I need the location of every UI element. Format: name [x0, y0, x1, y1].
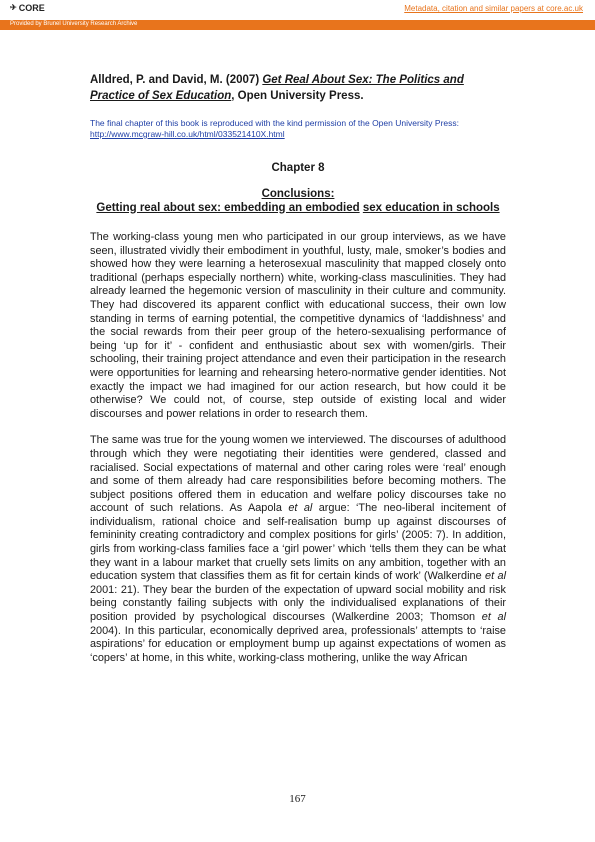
citation-publisher: , Open University Press. — [231, 90, 364, 102]
chapter-heading: Conclusions: — [261, 188, 335, 200]
permission-text: The final chapter of this book is reproduced with the kind permission of the Open University Press: — [90, 118, 459, 128]
paragraph-1: The working-class young men who participated in our group interviews, as we have seen, illustrated vividly their embodiment in youthful, lusty, male, smoker’s bodies and showed how they were learning a heterosexual masculinity that mapped closely onto traditional (perhaps especially northern) white, working-class masculinities. They had already learned the hegemonic version of masculinity in their culture and community. They had discovered its apparent conflict with educational success, their own low standing in terms of earning potential, the competitive dynamics of ‘laddishness’ and the social rewards from their peer group of the hetero-sexualising performance of being ‘up for it’ - confident and enthusiastic about sex with women/girls. Their schooling, their training project attendance and even their participation in the research were opportunities for learning and rehearsing hetero-normative gender identities. Not exactly the impact we had imagined for our action research, but how could it be otherwise? We could not, of course, step outside of existing local and wider discourses and power relations in order to research them. — [90, 231, 506, 420]
citation-authors: Alldred, P. and David, M. (2007) — [90, 74, 263, 86]
paragraph-2 — [90, 434, 506, 665]
core-logo[interactable] — [10, 3, 45, 13]
citation-title: Get Real About Sex: The Politics and Practice of Sex Education — [90, 74, 464, 102]
p2-seg2: argue: ‘The neo-liberal incitement of individualism, rational choice and self-realisation bump up against discourses of femininity creating contradictory and complex positions for girls’ (2005: 7). In addition, girls from working-class families face a ‘girl power’ which ‘tells them they can be what they want in a labour market that cruelly sets limits on any ambition, together with an education system that classifies them as fit for certain kinds of work’ (Walkerdine — [90, 502, 507, 583]
book-citation — [90, 72, 506, 104]
permission-note — [90, 118, 506, 140]
permission-url-link[interactable]: http://www.mcgraw-hill.co.uk/html/033521410X.html — [90, 129, 285, 139]
chapter-subheading-2: sex education in schools — [362, 201, 500, 214]
p2-seg1: The same was true for the young women we interviewed. The discourses of adulthood through which they were negotiating their identities were gendered, classed and racialised. Social expectations of maternal and other caring roles were ‘real’ enough and some of them already had care responsibilities before becoming mothers. The subject positions offered them in education and welfare policy discourses take no account of such relations. As Aapola — [90, 434, 506, 515]
chapter-label: Chapter 8 — [271, 162, 325, 174]
chapter-subheading-1: Getting real about sex: embedding an embodied — [96, 201, 360, 214]
p2-seg3: 2001: 21). They bear the burden of the expectation of upward social mobility and risk being constantly failing subjects with only the individualised explanations of their position provided by psychological discourses (Walkerdine 2003; Thomson — [90, 583, 506, 624]
chapter-title — [90, 188, 506, 215]
p2-seg4: 2004). In this particular, economically deprived area, professionals’ attempts to ‘raise aspirations’ for education or employment bump up against expectations of women as ‘copers’ at home, in this white, working-class mothering, unlike the way African — [90, 624, 506, 664]
core-metadata-link[interactable]: Metadata, citation and similar papers at core.ac.uk — [404, 4, 583, 13]
p2-em1: et al — [288, 502, 313, 515]
provided-by-banner — [0, 20, 595, 30]
core-logo-text: CORE — [18, 3, 45, 13]
core-header — [0, 0, 595, 22]
p2-em2: et al — [485, 570, 506, 583]
p2-em3: et al — [481, 611, 506, 624]
provided-by-text: Provided by Brunel University Research Archive — [10, 21, 138, 27]
core-logo-icon: ✈ — [10, 3, 17, 12]
document-body — [90, 72, 506, 665]
page-number: 167 — [289, 793, 306, 805]
